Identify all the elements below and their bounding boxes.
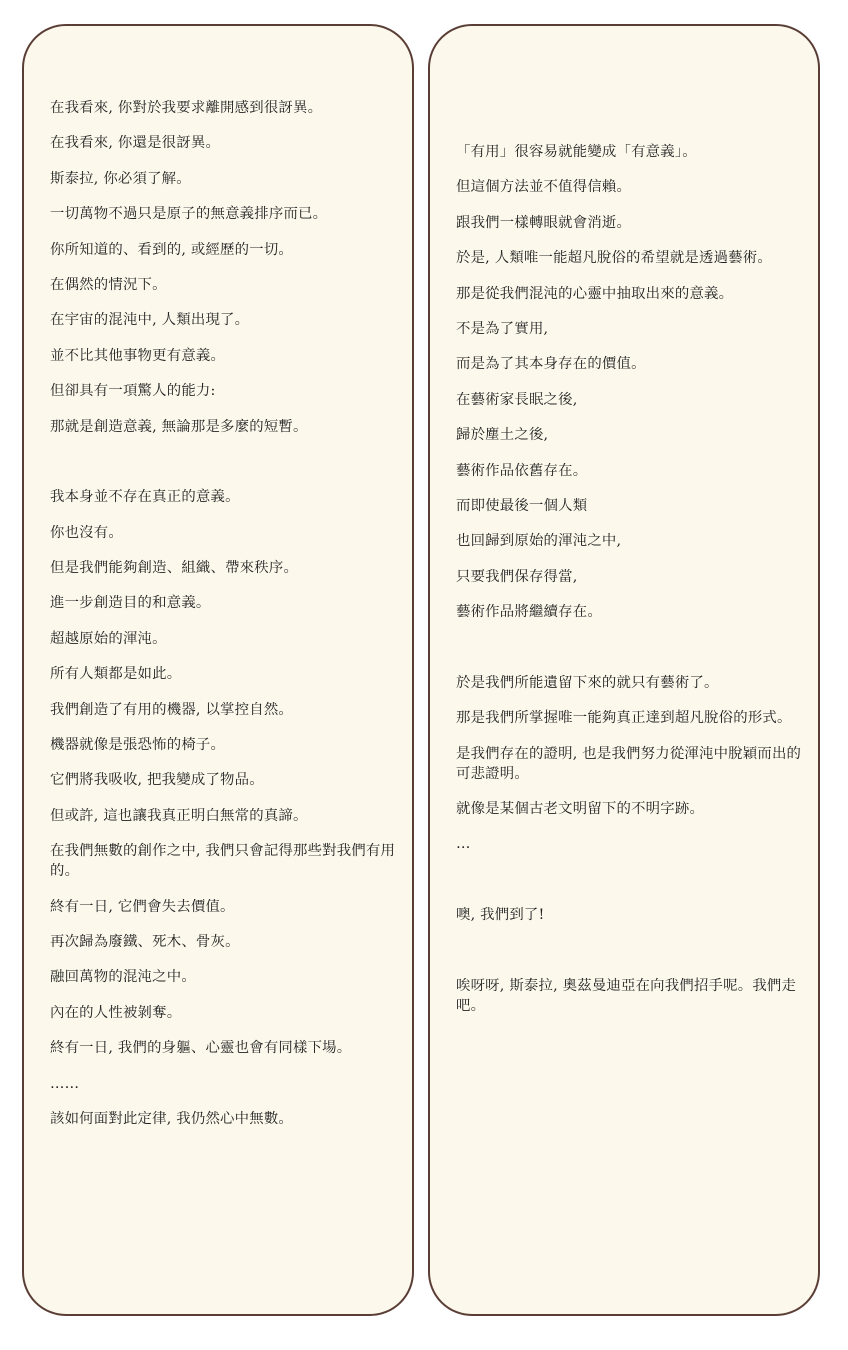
text-line: 是我們存在的證明, 也是我們努力從渾沌中脫穎而出的可悲證明。 xyxy=(456,745,802,782)
text-line: 在我看來, 你還是很訝異。 xyxy=(50,135,221,152)
text-line: 只要我們保存得當, xyxy=(456,568,578,585)
text-line: 再次歸為廢鐵、死木、骨灰。 xyxy=(50,933,240,950)
text-line: 並不比其他事物更有意義。 xyxy=(50,347,226,364)
text-line: 就像是某個古老文明留下的不明字跡。 xyxy=(456,801,705,818)
text-line: 噢, 我們到了! xyxy=(456,907,545,924)
text-line: 於是我們所能遺留下來的就只有藝術了。 xyxy=(456,674,719,691)
text-line: 那就是創造意義, 無論那是多麼的短暫。 xyxy=(50,418,308,435)
text-line: 也回歸到原始的渾沌之中, xyxy=(456,533,622,550)
text-line: 於是, 人類唯一能超凡脫俗的希望就是透過藝術。 xyxy=(456,250,772,267)
text-line: 我們創造了有用的機器, 以掌控自然。 xyxy=(50,701,293,718)
text-line: 但是我們能夠創造、組織、帶來秩序。 xyxy=(50,560,299,577)
text-line: 該如何面對此定律, 我仍然心中無數。 xyxy=(50,1110,293,1127)
text-line: 那是我們所掌握唯一能夠真正達到超凡脫俗的形式。 xyxy=(456,710,792,727)
left-text-panel xyxy=(22,24,414,1316)
text-line: … xyxy=(456,836,471,853)
text-line: 但或許, 這也讓我真正明白無常的真諦。 xyxy=(50,807,308,824)
text-line: 斯泰拉, 你必須了解。 xyxy=(50,170,191,187)
text-line: 歸於塵土之後, xyxy=(456,427,549,444)
text-line: 我本身並不存在真正的意義。 xyxy=(50,489,240,506)
right-text-lines xyxy=(456,142,804,1031)
text-line xyxy=(50,452,398,472)
text-line: 不是為了實用, xyxy=(456,320,549,337)
text-line: 終有一日, 我們的身軀、心靈也會有同樣下場。 xyxy=(50,1040,352,1057)
text-line: 但這個方法並不值得信賴。 xyxy=(456,179,632,196)
text-line: 你也沒有。 xyxy=(50,524,123,541)
text-line xyxy=(456,637,804,657)
text-line: 「有用」很容易就能變成「有意義」。 xyxy=(456,144,697,160)
text-line xyxy=(456,870,804,890)
text-line: 你所知道的、看到的, 或經歷的一切。 xyxy=(50,241,293,258)
text-line: …… xyxy=(50,1075,80,1092)
text-line: 一切萬物不過只是原子的無意義排序而已。 xyxy=(50,206,328,223)
text-line: 在我看來, 你對於我要求離開感到很訝異。 xyxy=(50,100,323,116)
text-line: 機器就像是張恐怖的椅子。 xyxy=(50,737,226,754)
text-line: 內在的人性被剝奪。 xyxy=(50,1004,182,1021)
right-text-panel xyxy=(428,24,820,1316)
text-line: 在偶然的情況下。 xyxy=(50,276,167,293)
text-line: 而即使最後一個人類 xyxy=(456,497,588,514)
text-line: 終有一日, 它們會失去價值。 xyxy=(50,898,235,915)
left-text-lines xyxy=(50,98,398,1144)
text-line: 在我們無數的創作之中, 我們只會記得那些對我們有用的。 xyxy=(50,843,396,880)
text-line: 進一步創造目的和意義。 xyxy=(50,595,211,612)
text-line: 唉呀呀, 斯泰拉, 奧茲曼迪亞在向我們招手呢。我們走吧。 xyxy=(456,977,797,1014)
text-line: 在宇宙的混沌中, 人類出現了。 xyxy=(50,312,250,329)
text-line: 但卻具有一項驚人的能力: xyxy=(50,383,216,400)
text-line: 而是為了其本身存在的價值。 xyxy=(456,356,646,373)
text-line: 超越原始的渾沌。 xyxy=(50,630,167,647)
text-line: 它們將我吸收, 把我變成了物品。 xyxy=(50,772,264,789)
text-line: 所有人類都是如此。 xyxy=(50,666,182,683)
text-line: 藝術作品將繼續存在。 xyxy=(456,604,602,621)
text-line xyxy=(456,941,804,961)
text-line: 藝術作品依舊存在。 xyxy=(456,462,588,479)
text-line: 跟我們一樣轉眼就會消逝。 xyxy=(456,214,632,231)
text-line: 融回萬物的混沌之中。 xyxy=(50,969,196,986)
text-line: 在藝術家長眠之後, xyxy=(456,391,578,408)
text-line: 那是從我們混沌的心靈中抽取出來的意義。 xyxy=(456,285,734,302)
